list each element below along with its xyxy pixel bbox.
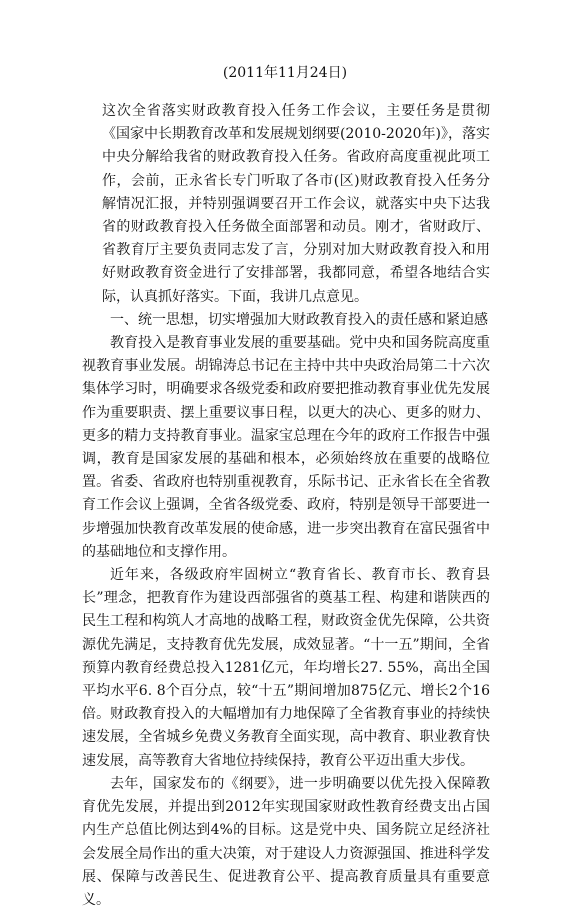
paragraph-2: 近年来，各级政府牢固树立“教育省长、教育市长、教育县长”理念，把教育作为建设西部强省的奠基工程、构建和谐陕西的民生工程和构筑人才高地的战略工程，财政资金优先保障，公共资源优先满足，支持教育优先发展，成效显著。“十一五”期间，全省预算内教育经费总投入1281亿元，年均增长27. 55%，高出全国平均水平6. 8个百分点，较“十五”期间增加875亿元、增长2个16倍。财政教育投入的大幅增加有力地保障了全省教育事业的持续快速发展，全省城乡免费义务教育全面实现，高中教育、职业教育快速发展，高等教育大省地位持续保持，教育公平迈出重大步伐。 [82, 567, 490, 769]
section-heading-1: 一、统一思想，切实增强加大财政教育投入的责任感和紧迫感 [110, 311, 488, 328]
paragraph-1: 教育投入是教育事业发展的重要基础。党中央和国务院高度重视教育事业发展。胡锦涛总书记在主持中共中央政治局第二十六次集体学习时，明确要求各级党委和政府要把推动教育事业优先发展作为重要职责、摆上重要议事日程，以更大的决心、更多的财力、更多的精力支持教育事业。温家宝总理在今年的政府工作报告中强调，教育是国家发展的基础和根本，必须始终放在重要的战略位置。省委、省政府也特别重视教育，乐际书记、正永省长在全省教育工作会议上强调，全省各级党委、政府，特别是领导干部要进一步增强加快教育改革发展的使命感，进一步突出教育在富民强省中的基础地位和支撑作用。 [82, 335, 490, 560]
intro-paragraph: 这次全省落实财政教育投入任务工作会议，主要任务是贯彻《国家中长期教育改革和发展规划纲要(2010-2020年)》，落实中央分解给我省的财政教育投入任务。省政府高度重视此项工作，会前，正永省长专门听取了各市(区)财政教育投入任务分解情况汇报，并特别强调要召开工作会议，就落实中央下达我省的财政教育投入任务做全面部署和动员。刚才，省财政厅、省教育厅主要负责同志发了言，分别对加大财政教育投入和用好财政教育资金进行了安排部署，我都同意，希望各地结合实际，认真抓好落实。下面，我讲几点意见。 [102, 103, 490, 305]
document-body [82, 100, 490, 912]
paragraph-3: 去年，国家发布的《纲要》，进一步明确要以优先投入保障教育优先发展，并提出到2012年实现国家财政性教育经费支出占国内生产总值比例达到4%的目标。这是党中央、国务院立足经济社会发展全局作出的重大决策，对于建设人力资源强国、推进科学发展、保障与改善民生、促进教育公平、提高教育质量具有重要意义。 [82, 775, 490, 908]
speech-date: (2011年11月24日) [222, 65, 348, 81]
